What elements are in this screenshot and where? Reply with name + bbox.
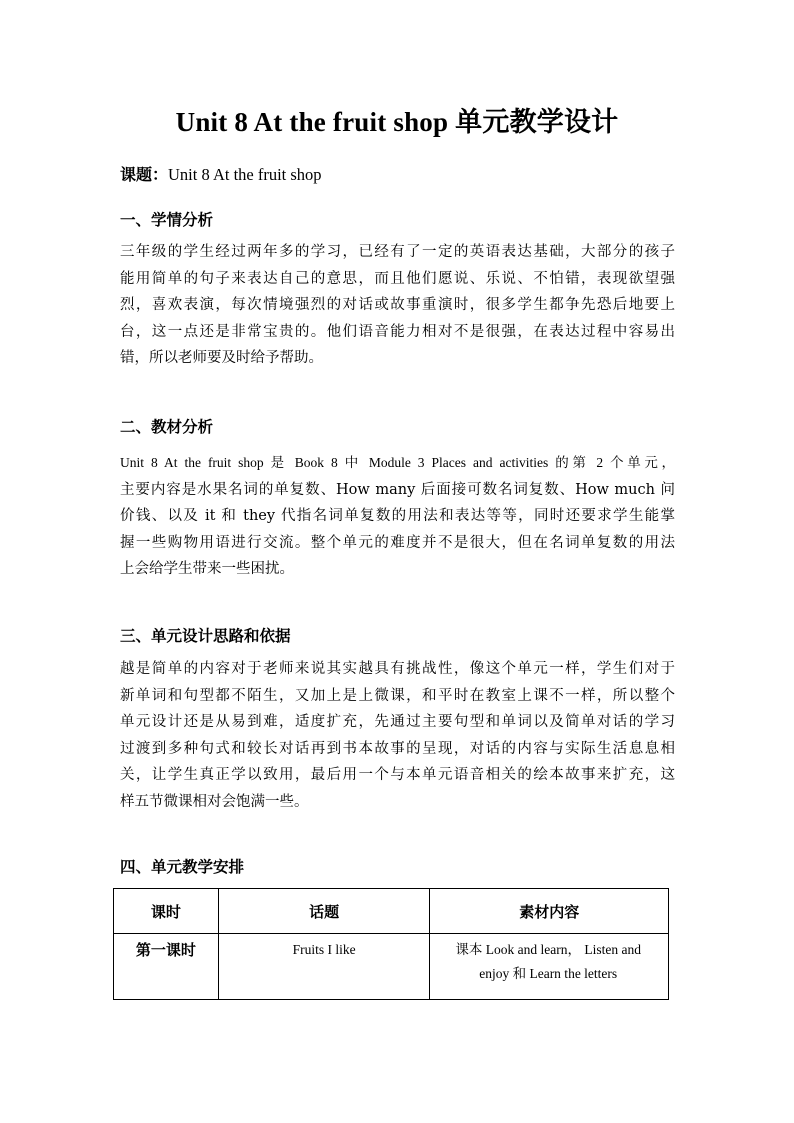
section-heading-textbook-analysis: 二、教材分析 xyxy=(120,417,214,436)
paragraph-line: 越是简单的内容对于老师来说其实越具有挑战性，像这个单元一样，学生们对于 xyxy=(120,661,675,677)
column-header-lesson: 课时 xyxy=(114,889,219,934)
schedule-table xyxy=(113,888,669,1000)
section-heading-design-rationale: 三、单元设计思路和依据 xyxy=(120,626,291,645)
paragraph-line: 过渡到多种句式和较长对话再到书本故事的呈现，对话的内容与实际生活息息相 xyxy=(120,740,675,757)
paragraph-line: 新单词和句型都不陌生，又加上是上微课，和平时在教室上课不一样，所以整个 xyxy=(120,687,675,704)
topic-line xyxy=(120,162,322,185)
material-line: enjoy 和 Learn the letters xyxy=(479,966,618,981)
column-header-material: 素材内容 xyxy=(430,889,669,934)
paragraph-line: 主要内容是水果名词的单复数、How many 后面接可数名词复数、How much 问 xyxy=(120,481,675,498)
paragraph-line: 台，这一点还是非常宝贵的。他们语音能力相对不是很强，在表达过程中容易出 xyxy=(120,323,675,340)
document-title: Unit 8 At the fruit shop 单元教学设计 xyxy=(175,107,619,137)
section-body-design-rationale xyxy=(120,656,675,815)
paragraph-line: 上会给学生带来一些困扰。 xyxy=(120,561,294,577)
section-body-learner-analysis xyxy=(120,239,675,372)
paragraph-line: 三年级的学生经过两年多的学习，已经有了一定的英语表达基础，大部分的孩子 xyxy=(120,244,675,260)
material-cell xyxy=(430,934,669,1000)
paragraph-line: Unit 8 At the fruit shop 是 Book 8 中 Module 3 Places and activities 的第 2 个单元， xyxy=(120,455,675,470)
paragraph-line: 单元设计还是从易到难，适度扩充，先通过主要句型和单词以及简单对话的学习 xyxy=(120,714,675,730)
paragraph-line: 握一些购物用语进行交流。整个单元的难度并不是很大，但在名词单复数的用法 xyxy=(120,534,675,551)
paragraph-line: 能用简单的句子来表达自己的意思，而且他们愿说、乐说、不怕错，表现欲望强 xyxy=(120,270,675,287)
paragraph-line: 烈，喜欢表演，每次情境强烈的对话或故事重演时，很多学生都争先恐后地要上 xyxy=(120,297,675,313)
section-heading-learner-analysis: 一、学情分析 xyxy=(120,210,214,229)
table-row xyxy=(114,934,669,1000)
material-line: 课本 Look and learn， Listen and xyxy=(455,942,641,957)
section-heading-teaching-schedule: 四、单元教学安排 xyxy=(120,857,245,876)
paragraph-line: 样五节微课相对会饱满一些。 xyxy=(120,793,309,810)
table-header-row xyxy=(114,889,669,934)
topic-cell: Fruits I like xyxy=(218,934,430,1000)
topic-label: 课题： xyxy=(120,165,169,184)
paragraph-line: 价钱、以及 it 和 they 代指名词单复数的用法和表达等等，同时还要求学生能掌 xyxy=(120,508,675,524)
topic-value: Unit 8 At the fruit shop xyxy=(168,165,322,184)
column-header-topic: 话题 xyxy=(218,889,430,934)
lesson-cell: 第一课时 xyxy=(114,934,219,1000)
paragraph-line: 关，让学生真正学以致用，最后用一个与本单元语音相关的绘本故事来扩充，这 xyxy=(120,767,675,783)
paragraph-line: 错，所以老师要及时给予帮助。 xyxy=(120,350,323,366)
section-body-textbook-analysis xyxy=(120,450,675,583)
